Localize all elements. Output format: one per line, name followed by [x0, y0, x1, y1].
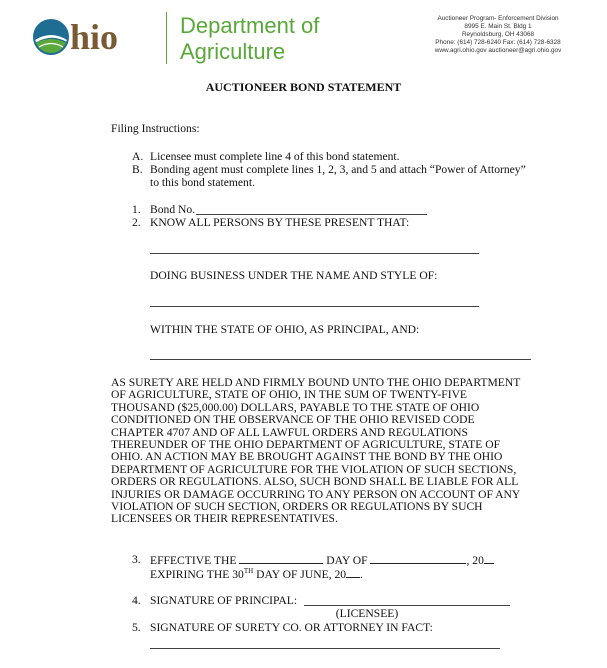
surety-signature-field[interactable]: [150, 648, 500, 649]
instruction-marker: B.: [132, 163, 143, 176]
logo-wordmark: hio: [70, 17, 119, 57]
day-of-label: DAY OF: [326, 554, 368, 567]
line-number: 2.: [132, 216, 141, 229]
surety-name-field[interactable]: [150, 359, 531, 360]
paragraph-line: DEPARTMENT OF AGRICULTURE FOR THE VIOLATION OF SUCH SECTIONS,: [111, 462, 517, 476]
contact-block: [400, 15, 596, 55]
effective-label: EFFECTIVE THE: [150, 554, 237, 567]
instruction-marker: A.: [132, 150, 144, 163]
line-number: 1.: [132, 203, 141, 216]
doing-business-label: DOING BUSINESS UNDER THE NAME AND STYLE OF:: [150, 269, 438, 282]
expiring-date-line: [150, 567, 363, 581]
header-divider: [166, 12, 167, 64]
persons-field[interactable]: [150, 253, 479, 254]
licensee-caption: (LICENSEE): [335, 607, 399, 620]
expiring-label: EXPIRING THE 30: [150, 568, 244, 581]
contact-line: Phone: (614) 728-6240 Fax: (614) 728-6328: [435, 39, 561, 46]
surety-signature-label: SIGNATURE OF SURETY CO. OR ATTORNEY IN FACT:: [150, 621, 433, 634]
filing-instructions-label: Filing Instructions:: [111, 122, 200, 135]
expiring-label-rest: DAY OF JUNE, 20: [253, 568, 347, 581]
paragraph-line: OHIO. AN ACTION MAY BE BROUGHT AGAINST THE BOND BY THE OHIO: [111, 450, 503, 464]
paragraph-line: CONDITIONED ON THE OBSERVANCE OF THE OHIO REVISED CODE: [111, 413, 475, 427]
contact-line: www.agri.ohio.gov auctioneer@agri.ohio.gov: [434, 47, 562, 54]
business-name-field[interactable]: [150, 306, 479, 307]
effective-date-line: [150, 553, 494, 567]
paragraph-line: CHAPTER 4707 AND OF ALL LAWFUL ORDERS AND REGULATIONS: [111, 425, 468, 439]
year-prefix: , 20: [466, 554, 484, 567]
effective-year-field[interactable]: [484, 553, 494, 564]
contact-line: Reynoldsburg, OH 43068: [461, 31, 535, 38]
department-line-1: Department of: [180, 13, 320, 38]
principal-signature-label: SIGNATURE OF PRINCIPAL:: [150, 594, 298, 607]
department-name: [180, 13, 319, 65]
expiring-year-field[interactable]: [346, 567, 360, 578]
effective-month-field[interactable]: [370, 553, 466, 564]
contact-line: 8995 E. Main St. Bldg 1: [464, 23, 532, 30]
paragraph-line: AS SURETY ARE HELD AND FIRMLY BOUND UNTO THE OHIO DEPARTMENT: [111, 376, 521, 389]
instruction-text: Licensee must complete line 4 of this bond statement.: [150, 150, 400, 163]
line-number: 3.: [132, 553, 141, 566]
paragraph-line: OF AGRICULTURE, STATE OF OHIO, IN THE SUM OF TWENTY-FIVE: [111, 388, 468, 402]
paragraph-line: ORDERS OR REGULATIONS. ALSO, SUCH BOND SHALL BE LIABLE FOR ALL: [111, 475, 519, 489]
paragraph-line: INJURIES OR DAMAGE OCCURRING TO ANY PERSON ON ACCOUNT OF ANY: [111, 487, 521, 501]
line-number: 4.: [132, 594, 141, 607]
ordinal-suffix: TH: [243, 567, 254, 576]
contact-line: Auctioneer Program- Enforcement Division: [437, 15, 559, 22]
effective-day-field[interactable]: [239, 553, 323, 564]
paragraph-line: THOUSAND ($25,000.00) DOLLARS, PAYABLE TO THE STATE OF OHIO: [111, 400, 480, 414]
instruction-text-continued: to this bond statement.: [150, 176, 255, 189]
principal-signature-field[interactable]: [304, 605, 510, 606]
paragraph-line: LICENSEES OR THEIR REPRESENTATIVES.: [111, 512, 338, 526]
ohio-logo: [30, 16, 150, 60]
period: .: [360, 568, 363, 581]
line-number: 5.: [132, 621, 141, 634]
know-all-persons-label: KNOW ALL PERSONS BY THESE PRESENT THAT:: [150, 216, 410, 229]
bond-number-label: Bond No.: [150, 203, 196, 216]
page-title: AUCTIONEER BOND STATEMENT: [205, 80, 402, 94]
surety-paragraph: [111, 377, 520, 526]
department-line-2: Agriculture: [180, 39, 286, 64]
instruction-text: Bonding agent must complete lines 1, 2, 3, and 5 and attach “Power of Attorney”: [150, 163, 526, 176]
bond-number-field[interactable]: [196, 214, 427, 215]
paragraph-line: VIOLATION OF SUCH SECTION, ORDERS OR REGULATIONS BY SUCH: [111, 500, 483, 514]
principal-label: WITHIN THE STATE OF OHIO, AS PRINCIPAL, AND:: [150, 323, 420, 336]
ohio-o-icon: [32, 18, 70, 56]
paragraph-line: THEREUNDER OF THE OHIO DEPARTMENT OF AGRICULTURE, STATE OF: [111, 438, 501, 452]
